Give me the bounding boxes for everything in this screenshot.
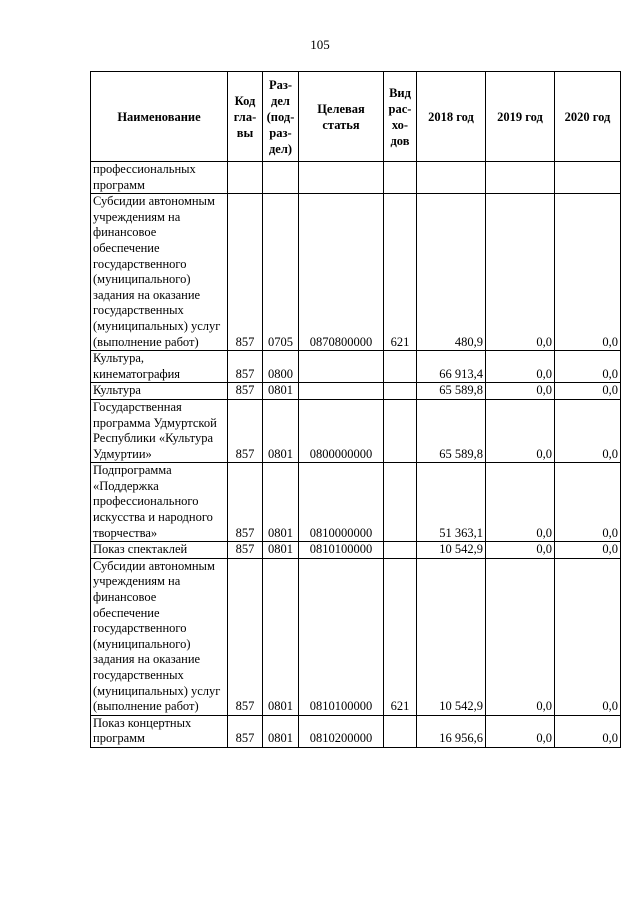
cell-expense-type [384,463,417,542]
cell-section: 0800 [263,351,299,383]
cell-chapter-code [228,162,263,194]
cell-target-item: 0810100000 [299,542,384,559]
cell-year-2019: 0,0 [486,383,555,400]
cell-year-2019: 0,0 [486,463,555,542]
cell-target-item: 0810000000 [299,463,384,542]
cell-year-2018: 65 589,8 [417,383,486,400]
cell-target-item: 0810200000 [299,715,384,747]
cell-target-item: 0810100000 [299,558,384,715]
cell-year-2018: 16 956,6 [417,715,486,747]
table-row [91,399,621,462]
cell-year-2019: 0,0 [486,715,555,747]
cell-chapter-code: 857 [228,383,263,400]
cell-section [263,162,299,194]
cell-year-2020: 0,0 [555,463,621,542]
cell-expense-type [384,383,417,400]
cell-expense-type [384,542,417,559]
cell-year-2019: 0,0 [486,542,555,559]
cell-year-2020: 0,0 [555,383,621,400]
cell-section: 0801 [263,542,299,559]
cell-target-item: 0870800000 [299,194,384,351]
table-header-row [91,72,621,162]
table-row [91,162,621,194]
header-target-item: Целевая статья [299,72,384,162]
table-row [91,542,621,559]
header-year-2019: 2019 год [486,72,555,162]
cell-year-2020: 0,0 [555,558,621,715]
cell-expense-type [384,351,417,383]
cell-target-item: 0800000000 [299,399,384,462]
cell-year-2018 [417,162,486,194]
cell-name: Субсидии автономным учреждениям на финансовое обеспечение государственного (муниципального) задания на оказание государственных (муниципальных) услуг (выполнение работ) [91,558,228,715]
header-year-2020: 2020 год [555,72,621,162]
cell-year-2018: 65 589,8 [417,399,486,462]
cell-section: 0801 [263,399,299,462]
cell-name: Показ спектаклей [91,542,228,559]
table-row [91,194,621,351]
cell-year-2019: 0,0 [486,558,555,715]
cell-year-2020: 0,0 [555,399,621,462]
cell-year-2019: 0,0 [486,399,555,462]
cell-target-item [299,383,384,400]
cell-section: 0705 [263,194,299,351]
cell-expense-type: 621 [384,194,417,351]
cell-year-2019: 0,0 [486,194,555,351]
header-name: Наименование [91,72,228,162]
cell-year-2020: 0,0 [555,715,621,747]
cell-chapter-code: 857 [228,558,263,715]
cell-chapter-code: 857 [228,351,263,383]
cell-year-2019 [486,162,555,194]
table-row [91,715,621,747]
cell-chapter-code: 857 [228,194,263,351]
cell-name: Культура, кинематография [91,351,228,383]
cell-section: 0801 [263,715,299,747]
header-section: Раз-дел (под-раз-дел) [263,72,299,162]
cell-expense-type [384,715,417,747]
cell-expense-type: 621 [384,558,417,715]
cell-name: Культура [91,383,228,400]
cell-expense-type [384,162,417,194]
cell-chapter-code: 857 [228,399,263,462]
cell-year-2020: 0,0 [555,194,621,351]
cell-chapter-code: 857 [228,463,263,542]
cell-year-2018: 66 913,4 [417,351,486,383]
cell-target-item [299,351,384,383]
header-year-2018: 2018 год [417,72,486,162]
header-chapter-code: Код гла-вы [228,72,263,162]
table-row [91,351,621,383]
cell-year-2020: 0,0 [555,542,621,559]
cell-name: Подпрограмма «Поддержка профессионального искусства и народного творчества» [91,463,228,542]
table-row [91,558,621,715]
table-row [91,463,621,542]
cell-year-2018: 51 363,1 [417,463,486,542]
cell-chapter-code: 857 [228,715,263,747]
table-row [91,383,621,400]
cell-target-item [299,162,384,194]
cell-chapter-code: 857 [228,542,263,559]
page-number: 105 [310,37,330,52]
cell-section: 0801 [263,558,299,715]
header-expense-type: Вид рас-хо-дов [384,72,417,162]
cell-section: 0801 [263,383,299,400]
table-body [91,162,621,748]
cell-year-2020: 0,0 [555,351,621,383]
cell-year-2018: 10 542,9 [417,558,486,715]
cell-name: профессиональных программ [91,162,228,194]
cell-name: Показ концертных программ [91,715,228,747]
cell-year-2019: 0,0 [486,351,555,383]
cell-expense-type [384,399,417,462]
cell-year-2018: 10 542,9 [417,542,486,559]
cell-year-2020 [555,162,621,194]
budget-table [90,71,621,748]
cell-section: 0801 [263,463,299,542]
cell-year-2018: 480,9 [417,194,486,351]
cell-name: Государственная программа Удмуртской Республики «Культура Удмуртии» [91,399,228,462]
cell-name: Субсидии автономным учреждениям на финансовое обеспечение государственного (муниципального) задания на оказание государственных (муниципальных) услуг (выполнение работ) [91,194,228,351]
